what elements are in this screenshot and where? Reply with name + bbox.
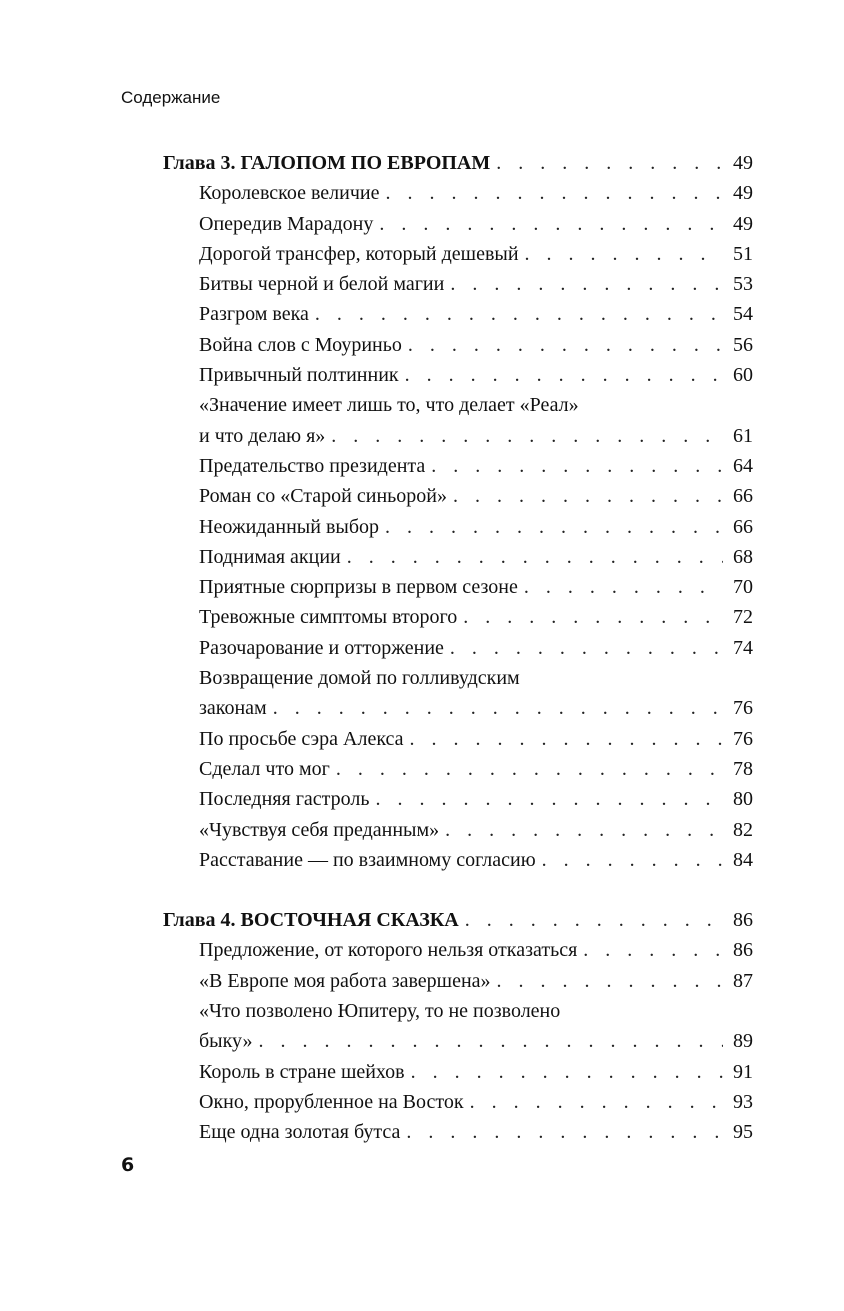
- dot-leader: [583, 935, 723, 965]
- entry-title: Еще одна золотая бутса: [199, 1121, 401, 1144]
- toc-entry[interactable]: [163, 633, 753, 663]
- page-number: 87: [733, 969, 753, 992]
- toc-entry[interactable]: [163, 481, 753, 511]
- toc-entry-line-2[interactable]: [163, 693, 753, 723]
- dot-leader: [315, 299, 723, 329]
- dot-leader: [408, 330, 723, 360]
- dot-leader: [497, 966, 723, 996]
- entry-title-line-2: быку»: [199, 1030, 253, 1053]
- dot-leader: [379, 209, 723, 239]
- entry-title-line-2: законам: [199, 697, 267, 720]
- toc-entry[interactable]: [163, 935, 753, 965]
- entry-title: Король в стране шейхов: [199, 1060, 405, 1083]
- entry-title: «Чувствуя себя преданным»: [199, 818, 440, 841]
- toc-entry[interactable]: [163, 360, 753, 390]
- page-number: 51: [733, 242, 753, 265]
- table-of-contents: [163, 148, 753, 1148]
- dot-leader: [259, 1026, 723, 1056]
- page-number: 54: [733, 303, 753, 326]
- entry-title: Война слов с Моуриньо: [199, 333, 402, 356]
- chapter-title: Глава 4. ВОСТОЧНАЯ СКАЗКА: [163, 909, 459, 932]
- entry-title: Приятные сюрпризы в первом сезоне: [199, 576, 518, 599]
- entry-title: Дорогой трансфер, который дешевый: [199, 242, 519, 265]
- entry-title: Сделал что мог: [199, 757, 330, 780]
- page-number: 70: [733, 576, 753, 599]
- toc-entry[interactable]: [163, 451, 753, 481]
- toc-entry[interactable]: [163, 239, 753, 269]
- dot-leader: [336, 754, 723, 784]
- toc-entry[interactable]: [163, 1057, 753, 1087]
- entry-title: По просьбе сэра Алекса: [199, 727, 404, 750]
- toc-entry[interactable]: [163, 784, 753, 814]
- toc-entry[interactable]: [163, 1117, 753, 1147]
- page-number: 95: [733, 1121, 753, 1144]
- toc-entry[interactable]: [163, 754, 753, 784]
- dot-leader: [496, 148, 723, 178]
- page-number: 78: [733, 757, 753, 780]
- toc-entry-line-2[interactable]: [163, 421, 753, 451]
- entry-title-line-2: и что делаю я»: [199, 424, 326, 447]
- page-number: 53: [733, 273, 753, 296]
- page-number: 80: [733, 788, 753, 811]
- entry-title: Неожиданный выбор: [199, 515, 379, 538]
- page-number: 56: [733, 333, 753, 356]
- page-number: 68: [733, 545, 753, 568]
- dot-leader: [445, 815, 723, 845]
- dot-leader: [405, 360, 723, 390]
- toc-entry[interactable]: [163, 815, 753, 845]
- page-number: 76: [733, 727, 753, 750]
- toc-entry[interactable]: [163, 572, 753, 602]
- chapter-heading[interactable]: [163, 905, 753, 935]
- dot-leader: [470, 1087, 723, 1117]
- page-number: 64: [733, 454, 753, 477]
- page-number: 86: [733, 909, 753, 932]
- toc-entry[interactable]: [163, 178, 753, 208]
- page-number: 72: [733, 606, 753, 629]
- toc-entry[interactable]: [163, 602, 753, 632]
- dot-leader: [410, 724, 723, 754]
- entry-title: Битвы черной и белой магии: [199, 273, 445, 296]
- entry-title: Королевское величие: [199, 182, 380, 205]
- dot-leader: [386, 178, 724, 208]
- page-number: 61: [733, 424, 753, 447]
- entry-title: Расставание — по взаимному согласию: [199, 848, 536, 871]
- page-number: 86: [733, 939, 753, 962]
- entry-title: Окно, прорубленное на Восток: [199, 1090, 464, 1113]
- dot-leader: [463, 602, 723, 632]
- toc-entry[interactable]: [163, 269, 753, 299]
- running-head: Содержание: [121, 88, 221, 107]
- page-number-folio: 6: [121, 1154, 135, 1176]
- toc-entry[interactable]: [163, 209, 753, 239]
- entry-title: Предложение, от которого нельзя отказаться: [199, 939, 578, 962]
- page-number: 66: [733, 485, 753, 508]
- dot-leader: [375, 784, 723, 814]
- dot-leader: [465, 905, 723, 935]
- entry-title: Разочарование и отторжение: [199, 636, 444, 659]
- toc-entry[interactable]: [163, 330, 753, 360]
- page-number: 49: [733, 212, 753, 235]
- chapter-title: Глава 3. ГАЛОПОМ ПО ЕВРОПАМ: [163, 152, 491, 174]
- entry-title: Последняя гастроль: [199, 788, 370, 811]
- toc-entry[interactable]: [163, 966, 753, 996]
- page-number: 60: [733, 364, 753, 387]
- page-number: 49: [733, 152, 753, 174]
- toc-entry-line-1[interactable]: [163, 390, 753, 420]
- toc-entry-line-2[interactable]: [163, 1026, 753, 1056]
- entry-title: Тревожные симптомы второго: [199, 606, 458, 629]
- chapter-3: [163, 148, 753, 875]
- toc-entry[interactable]: [163, 1087, 753, 1117]
- entry-title: Роман со «Старой синьорой»: [199, 485, 447, 508]
- entry-title: «В Европе моя работа завершена»: [199, 969, 491, 992]
- dot-leader: [524, 572, 723, 602]
- dot-leader: [450, 633, 723, 663]
- entry-title: Разгром века: [199, 303, 309, 326]
- dot-leader: [273, 693, 723, 723]
- dot-leader: [525, 239, 723, 269]
- entry-title: Поднимая акции: [199, 545, 341, 568]
- page-number: 89: [733, 1030, 753, 1053]
- dot-leader: [453, 481, 723, 511]
- dot-leader: [450, 269, 723, 299]
- chapter-4: [163, 905, 753, 1147]
- toc-entry[interactable]: [163, 542, 753, 572]
- chapter-heading[interactable]: [163, 148, 753, 178]
- page-number: 82: [733, 818, 753, 841]
- dot-leader: [411, 1057, 723, 1087]
- page-number: 84: [733, 848, 753, 871]
- dot-leader: [385, 512, 723, 542]
- toc-entry[interactable]: [163, 512, 753, 542]
- dot-leader: [406, 1117, 723, 1147]
- page-number: 93: [733, 1090, 753, 1113]
- toc-entry[interactable]: [163, 845, 753, 875]
- entry-title-line-1: «Значение имеет лишь то, что делает «Реал»: [199, 394, 579, 417]
- dot-leader: [542, 845, 723, 875]
- toc-entry[interactable]: [163, 299, 753, 329]
- toc-entry[interactable]: [163, 724, 753, 754]
- dot-leader: [331, 421, 723, 451]
- page-number: 76: [733, 697, 753, 720]
- page-number: 49: [733, 182, 753, 205]
- dot-leader: [431, 451, 723, 481]
- entry-title: Предательство президента: [199, 454, 426, 477]
- entry-title-line-1: «Что позволено Юпитеру, то не позволено: [199, 1000, 561, 1023]
- page-number: 74: [733, 636, 753, 659]
- toc-entry-line-1[interactable]: [163, 996, 753, 1026]
- entry-title: Привычный полтинник: [199, 364, 399, 387]
- page-number: 91: [733, 1060, 753, 1083]
- entry-title-line-1: Возвращение домой по голливудским: [199, 667, 520, 690]
- entry-title: Опередив Марадону: [199, 212, 374, 235]
- dot-leader: [347, 542, 723, 572]
- page-number: 66: [733, 515, 753, 538]
- toc-entry-line-1[interactable]: [163, 663, 753, 693]
